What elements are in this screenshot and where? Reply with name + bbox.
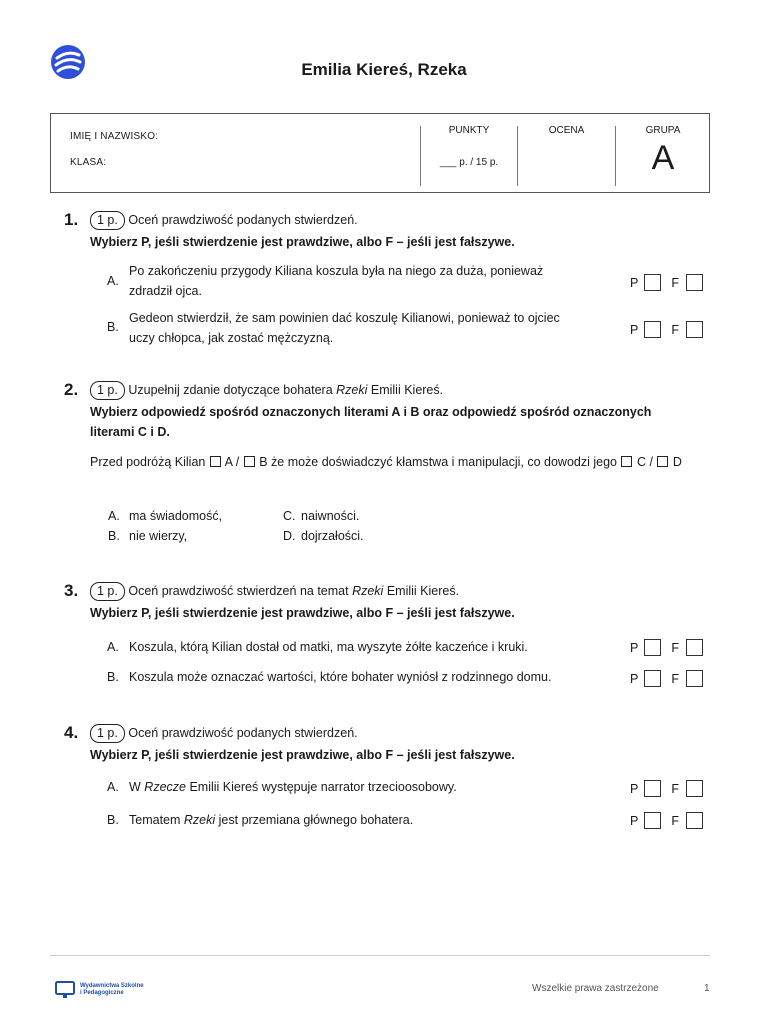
name-label: IMIĘ I NAZWISKO: <box>70 131 159 142</box>
points-badge: 1 p. <box>90 211 125 230</box>
footer-publisher-logo <box>55 981 144 999</box>
true-false-answer: P F <box>630 812 703 829</box>
true-checkbox[interactable] <box>644 321 661 338</box>
class-label: KLASA: <box>70 157 107 168</box>
option-text: dojrzałości. <box>301 529 364 543</box>
question-number: 1. <box>64 210 79 229</box>
question-number: 3. <box>64 581 79 600</box>
true-false-answer: P F <box>630 321 703 338</box>
question-prompt: 1 p. Oceń prawdziwość podanych stwierdzeń. <box>90 723 358 743</box>
statement-letter: A. <box>107 274 119 288</box>
statement-letter: A. <box>107 780 119 794</box>
question-instruction: Wybierz P, jeśli stwierdzenie jest prawdziwe, albo F – jeśli jest fałszywe. <box>90 748 515 762</box>
true-checkbox[interactable] <box>644 639 661 656</box>
option-letter: C. <box>283 509 296 523</box>
option-b-checkbox[interactable] <box>244 456 255 467</box>
fill-in-sentence: Przed podróżą Kilian A / B że może doświadczyć kłamstwa i manipulacji, co dowodzi jego C / D <box>90 455 682 469</box>
footer-rights: Wszelkie prawa zastrzeżone <box>532 983 659 994</box>
statement-text: Koszula, którą Kilian dostał od matki, ma wyszyte żółte kaczeńce i kruki. <box>129 640 528 654</box>
statement-letter: A. <box>107 640 119 654</box>
statement-letter: B. <box>107 320 119 334</box>
points-badge: 1 p. <box>90 381 125 400</box>
statement-text: Gedeon stwierdził, że sam powinien dać koszulę Kilianowi, ponieważ to ojciec uczy chłopca, jak zostać mężczyzną. <box>129 311 560 345</box>
statement-letter: B. <box>107 813 119 827</box>
true-checkbox[interactable] <box>644 670 661 687</box>
points-badge: 1 p. <box>90 582 125 601</box>
option-text: naiwności. <box>301 509 360 523</box>
statement-text: Koszula może oznaczać wartości, które bohater wyniósł z rodzinnego domu. <box>129 670 552 684</box>
footer-divider <box>50 955 710 956</box>
question-prompt: 1 p. Oceń prawdziwość podanych stwierdzeń. <box>90 210 358 230</box>
page-title: Emilia Kiereś, Rzeka <box>301 60 467 79</box>
false-checkbox[interactable] <box>686 321 703 338</box>
group-value: A <box>651 139 675 177</box>
option-text: ma świadomość, <box>129 509 223 523</box>
statement-text: Tematem Rzeki jest przemiana głównego bohatera. <box>129 813 414 827</box>
true-false-answer: P F <box>630 780 703 797</box>
page-number: 1 <box>704 983 710 994</box>
question-instruction: Wybierz P, jeśli stwierdzenie jest prawdziwe, albo F – jeśli jest fałszywe. <box>90 606 515 620</box>
statement-text: Po zakończeniu przygody Kiliana koszula była na niego za duża, ponieważ zdradził ojca. <box>129 264 544 298</box>
question-prompt: 1 p. Uzupełnij zdanie dotyczące bohatera Rzeki Emilii Kiereś. <box>90 380 443 400</box>
publisher-name-line1: Wydawnictwa Szkolne <box>80 983 144 989</box>
true-checkbox[interactable] <box>644 812 661 829</box>
true-false-answer: P F <box>630 670 703 687</box>
publisher-name-line2: i Pedagogiczne <box>80 990 124 996</box>
question-instruction: Wybierz odpowiedź spośród oznaczonych literami A i B oraz odpowiedź spośród oznaczonych literami C i D. <box>90 405 652 439</box>
false-checkbox[interactable] <box>686 274 703 291</box>
publisher-screen-icon <box>55 981 75 999</box>
false-checkbox[interactable] <box>686 670 703 687</box>
question-instruction: Wybierz P, jeśli stwierdzenie jest prawdziwe, albo F – jeśli jest fałszywe. <box>90 235 515 249</box>
option-letter: A. <box>108 509 120 523</box>
option-letter: B. <box>108 529 120 543</box>
points-value: ___ p. / 15 p. <box>439 157 499 168</box>
option-d-checkbox[interactable] <box>657 456 668 467</box>
question-number: 2. <box>64 380 79 399</box>
group-label: GRUPA <box>645 125 681 136</box>
option-a-checkbox[interactable] <box>210 456 221 467</box>
statement-text: W Rzecze Emilii Kiereś występuje narrator trzecioosobowy. <box>129 780 457 794</box>
true-checkbox[interactable] <box>644 274 661 291</box>
option-text: nie wierzy, <box>129 529 188 543</box>
points-badge: 1 p. <box>90 724 125 743</box>
question-prompt: 1 p. Oceń prawdziwość stwierdzeń na temat Rzeki Emilii Kiereś. <box>90 581 459 601</box>
question-number: 4. <box>64 723 79 742</box>
false-checkbox[interactable] <box>686 812 703 829</box>
option-letter: D. <box>283 529 296 543</box>
student-info-box <box>50 113 710 193</box>
points-label: PUNKTY <box>448 125 490 136</box>
true-checkbox[interactable] <box>644 780 661 797</box>
false-checkbox[interactable] <box>686 780 703 797</box>
true-false-answer: P F <box>630 274 703 291</box>
grade-label: OCENA <box>548 125 585 136</box>
true-false-answer: P F <box>630 639 703 656</box>
option-c-checkbox[interactable] <box>621 456 632 467</box>
false-checkbox[interactable] <box>686 639 703 656</box>
statement-letter: B. <box>107 670 119 684</box>
